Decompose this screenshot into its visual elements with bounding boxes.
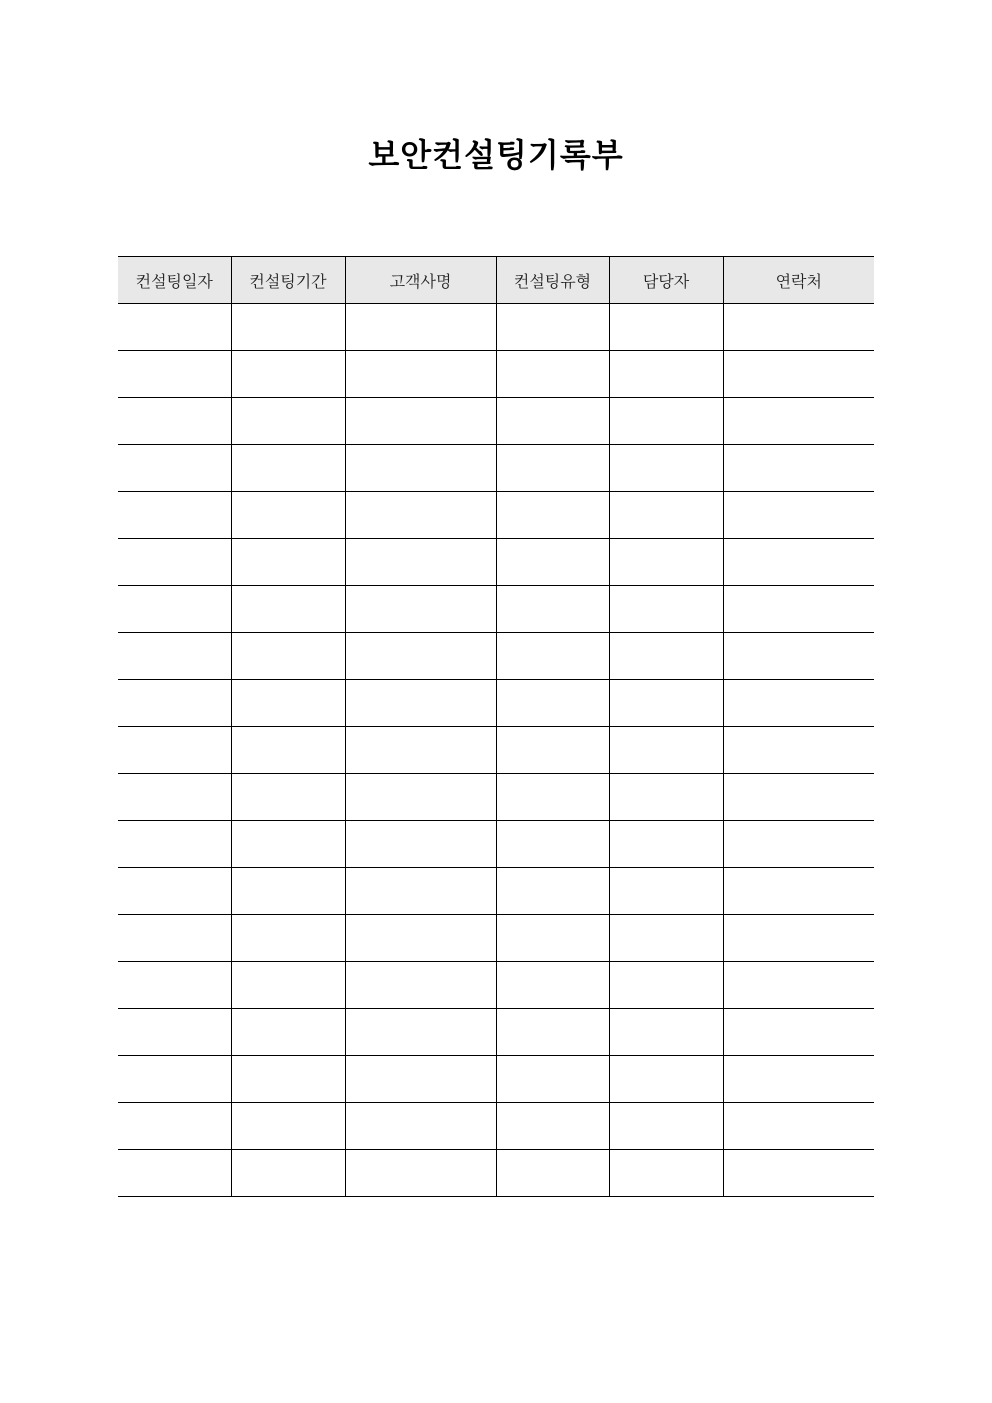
table-cell[interactable] — [231, 1056, 345, 1103]
table-cell[interactable] — [723, 680, 874, 727]
table-row — [118, 351, 874, 398]
header-client-name: 고객사명 — [345, 257, 496, 304]
table-row — [118, 1150, 874, 1197]
table-cell[interactable] — [345, 727, 496, 774]
table-cell[interactable] — [231, 727, 345, 774]
table-cell[interactable] — [118, 304, 231, 351]
table-cell[interactable] — [118, 1150, 231, 1197]
table-cell[interactable] — [231, 1009, 345, 1056]
table-row — [118, 821, 874, 868]
table-cell[interactable] — [723, 351, 874, 398]
table-cell[interactable] — [609, 1150, 723, 1197]
table-cell[interactable] — [496, 962, 609, 1009]
table-cell[interactable] — [231, 680, 345, 727]
table-cell[interactable] — [231, 962, 345, 1009]
table-cell[interactable] — [118, 915, 231, 962]
header-person-in-charge: 담당자 — [609, 257, 723, 304]
table-cell[interactable] — [723, 539, 874, 586]
header-contact: 연락처 — [723, 257, 874, 304]
table-cell[interactable] — [118, 351, 231, 398]
table-row — [118, 1103, 874, 1150]
table-cell[interactable] — [723, 398, 874, 445]
table-cell[interactable] — [723, 962, 874, 1009]
table-cell[interactable] — [231, 821, 345, 868]
table-cell[interactable] — [118, 492, 231, 539]
table-cell[interactable] — [496, 398, 609, 445]
table-cell[interactable] — [118, 680, 231, 727]
header-consulting-date: 컨설팅일자 — [118, 257, 231, 304]
table-cell[interactable] — [345, 915, 496, 962]
table-row — [118, 633, 874, 680]
table-cell[interactable] — [118, 1009, 231, 1056]
table-cell[interactable] — [609, 868, 723, 915]
header-consulting-type: 컨설팅유형 — [496, 257, 609, 304]
consulting-log-table — [118, 256, 874, 1197]
table-cell[interactable] — [609, 586, 723, 633]
table-row — [118, 868, 874, 915]
table-cell[interactable] — [118, 1056, 231, 1103]
table-cell[interactable] — [723, 1150, 874, 1197]
table-cell[interactable] — [723, 633, 874, 680]
table-cell[interactable] — [118, 539, 231, 586]
table-cell[interactable] — [496, 633, 609, 680]
table-cell[interactable] — [345, 868, 496, 915]
table-cell[interactable] — [496, 586, 609, 633]
table-row — [118, 492, 874, 539]
table-header-row — [118, 257, 874, 304]
table-cell[interactable] — [345, 539, 496, 586]
table-cell[interactable] — [496, 1009, 609, 1056]
table-cell[interactable] — [345, 1150, 496, 1197]
table-row — [118, 774, 874, 821]
table-cell[interactable] — [345, 680, 496, 727]
table-cell[interactable] — [609, 445, 723, 492]
table-row — [118, 586, 874, 633]
table-cell[interactable] — [345, 821, 496, 868]
table-row — [118, 539, 874, 586]
table-cell[interactable] — [345, 445, 496, 492]
table-cell[interactable] — [345, 1103, 496, 1150]
table-cell[interactable] — [118, 1103, 231, 1150]
table-cell[interactable] — [231, 586, 345, 633]
table-cell[interactable] — [496, 351, 609, 398]
table-cell[interactable] — [496, 727, 609, 774]
table-cell[interactable] — [231, 539, 345, 586]
table-cell[interactable] — [723, 915, 874, 962]
table-cell[interactable] — [496, 821, 609, 868]
table-cell[interactable] — [231, 351, 345, 398]
table-cell[interactable] — [118, 962, 231, 1009]
table-row — [118, 445, 874, 492]
table-cell[interactable] — [723, 774, 874, 821]
table-cell[interactable] — [496, 915, 609, 962]
table-cell[interactable] — [496, 1056, 609, 1103]
table-row — [118, 304, 874, 351]
table-cell[interactable] — [496, 445, 609, 492]
table-cell[interactable] — [118, 821, 231, 868]
table-cell[interactable] — [723, 492, 874, 539]
table-cell[interactable] — [496, 304, 609, 351]
table-cell[interactable] — [609, 539, 723, 586]
table-row — [118, 398, 874, 445]
table-cell[interactable] — [118, 398, 231, 445]
table-cell[interactable] — [496, 774, 609, 821]
table-cell[interactable] — [345, 774, 496, 821]
table-cell[interactable] — [345, 586, 496, 633]
table-cell[interactable] — [609, 351, 723, 398]
table-cell[interactable] — [609, 492, 723, 539]
table-cell[interactable] — [723, 1103, 874, 1150]
table-cell[interactable] — [231, 445, 345, 492]
table-cell[interactable] — [723, 727, 874, 774]
table-cell[interactable] — [345, 398, 496, 445]
table-cell[interactable] — [345, 492, 496, 539]
table-cell[interactable] — [609, 727, 723, 774]
table-cell[interactable] — [118, 586, 231, 633]
table-cell[interactable] — [496, 492, 609, 539]
table-cell[interactable] — [496, 680, 609, 727]
table-cell[interactable] — [345, 633, 496, 680]
table-cell[interactable] — [118, 727, 231, 774]
table-cell[interactable] — [118, 445, 231, 492]
page-title: 보안컨설팅기록부 — [368, 136, 624, 174]
table-row — [118, 915, 874, 962]
table-cell[interactable] — [609, 398, 723, 445]
table-cell[interactable] — [118, 633, 231, 680]
table-cell[interactable] — [723, 586, 874, 633]
table-row — [118, 680, 874, 727]
table-cell[interactable] — [231, 398, 345, 445]
table-cell[interactable] — [231, 1103, 345, 1150]
table-cell[interactable] — [496, 1150, 609, 1197]
header-consulting-period: 컨설팅기간 — [231, 257, 345, 304]
table-cell[interactable] — [231, 492, 345, 539]
table-cell[interactable] — [231, 868, 345, 915]
table-cell[interactable] — [609, 1009, 723, 1056]
table-cell[interactable] — [723, 1009, 874, 1056]
table-cell[interactable] — [609, 915, 723, 962]
table-cell[interactable] — [496, 539, 609, 586]
table-cell[interactable] — [609, 774, 723, 821]
table-cell[interactable] — [231, 1150, 345, 1197]
table-cell[interactable] — [609, 1103, 723, 1150]
table-cell[interactable] — [723, 445, 874, 492]
table-cell[interactable] — [496, 868, 609, 915]
table-row — [118, 1056, 874, 1103]
table-cell[interactable] — [118, 868, 231, 915]
table-cell[interactable] — [231, 633, 345, 680]
table-cell[interactable] — [609, 633, 723, 680]
table-cell[interactable] — [609, 680, 723, 727]
table-cell[interactable] — [345, 1009, 496, 1056]
table-cell[interactable] — [723, 304, 874, 351]
table-row — [118, 727, 874, 774]
table-row — [118, 1009, 874, 1056]
table-row — [118, 962, 874, 1009]
table-cell[interactable] — [231, 304, 345, 351]
table-cell[interactable] — [609, 962, 723, 1009]
table-cell[interactable] — [345, 304, 496, 351]
table-cell[interactable] — [118, 774, 231, 821]
table-body — [118, 304, 874, 1197]
table-cell[interactable] — [723, 821, 874, 868]
table-cell[interactable] — [345, 962, 496, 1009]
table-cell[interactable] — [345, 1056, 496, 1103]
table-cell[interactable] — [723, 1056, 874, 1103]
table-cell[interactable] — [345, 351, 496, 398]
table-cell[interactable] — [609, 1056, 723, 1103]
table-cell[interactable] — [609, 304, 723, 351]
table-cell[interactable] — [231, 774, 345, 821]
table-cell[interactable] — [609, 821, 723, 868]
table-cell[interactable] — [231, 915, 345, 962]
table-cell[interactable] — [723, 868, 874, 915]
table-cell[interactable] — [496, 1103, 609, 1150]
